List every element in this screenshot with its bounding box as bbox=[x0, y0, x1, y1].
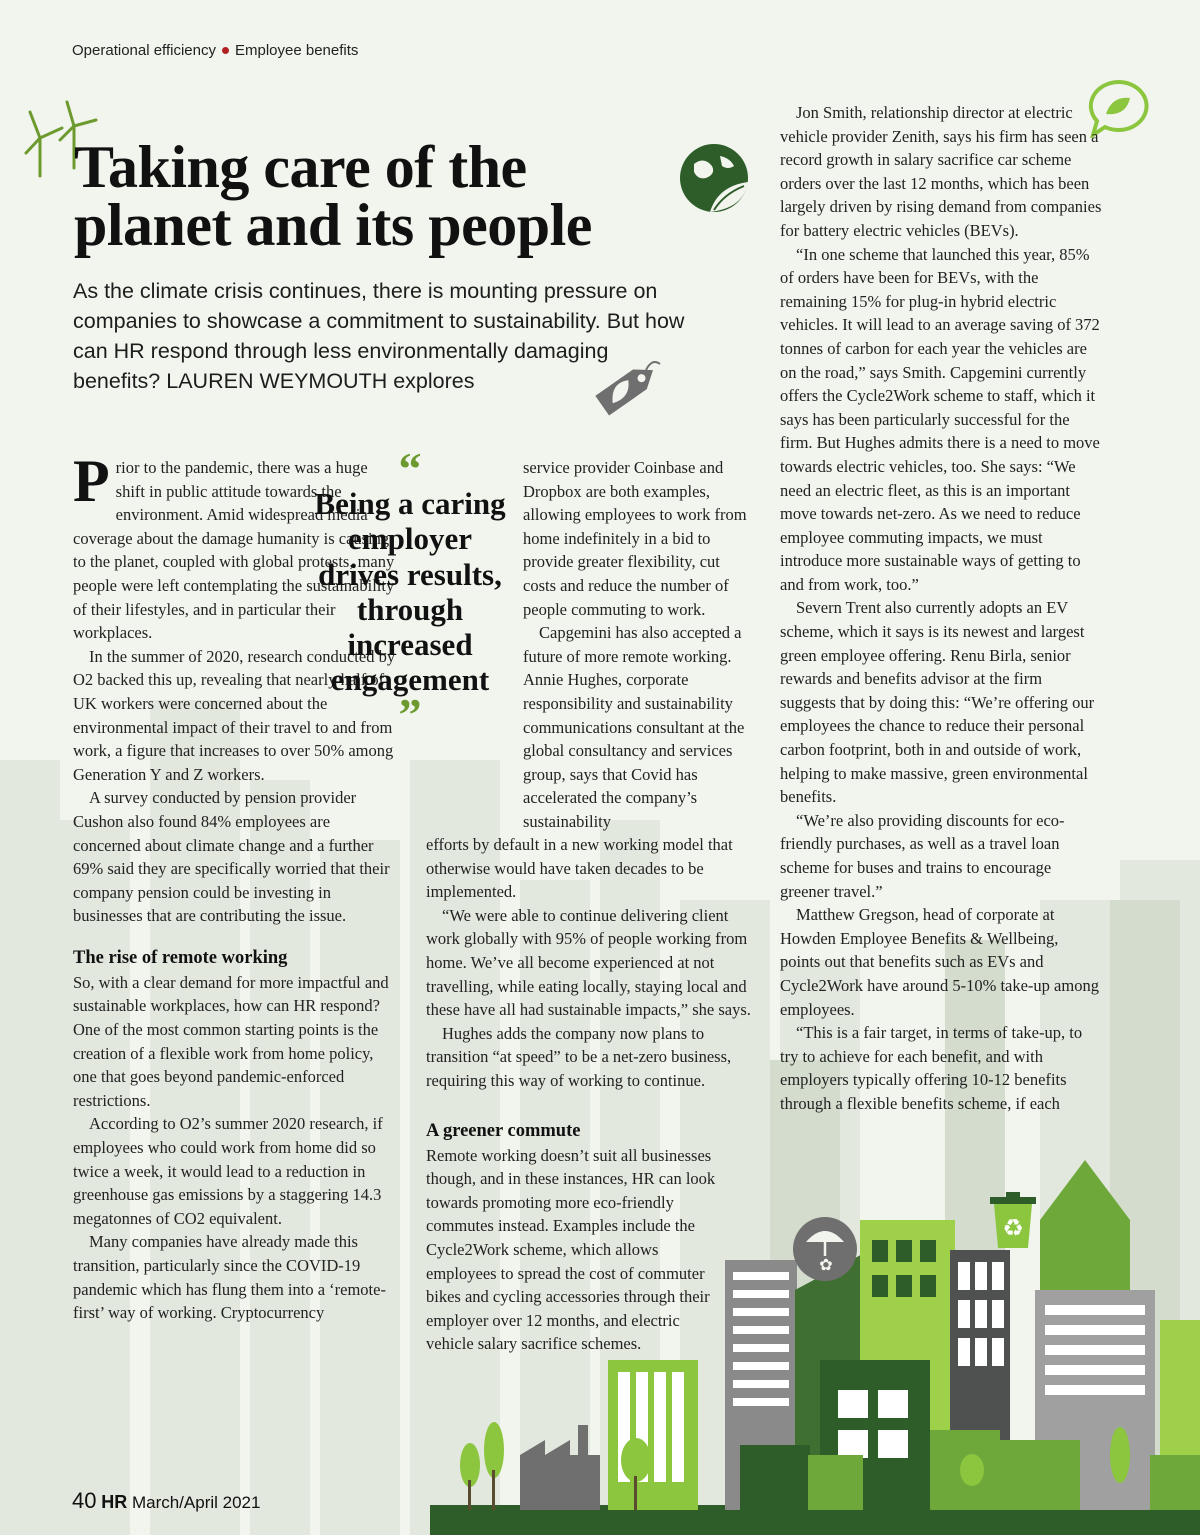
globe-leaf-icon bbox=[680, 142, 752, 218]
paragraph: “We were able to continue delivering client work globally with 95% of people working from home. We’ve all become experienced at not travelling, while eating locally, staying local and these have all had sustainable impacts,” she says. bbox=[426, 905, 751, 1020]
paragraph: “In one scheme that launched this year, 85% of orders have been for BEVs, with the remaining 15% for plug-in hybrid electric vehicles. It will lead to an average saving of 372 tonnes of carbon for each year the vehicles are on the road,” says Smith. Capgemini currently offers the Cycle2Work scheme to staff, which it says has been particularly successful for the firm. But Hughes admits there is a need to move towards electric vehicles, too. She says: “We need an electric fleet, as this is an important move towards net-zero. As we need to reduce employee commuting impacts, we must introduce more sustainable ways of getting to and from work, too.” bbox=[780, 244, 1100, 594]
page-footer bbox=[72, 1488, 260, 1514]
author-byline: LAUREN WEYMOUTH explores bbox=[166, 369, 475, 393]
paragraph: Prior to the pandemic, there was a huge shift in public attitude towards the environment. Amid widespread media coverage about the damage humanity is causing to the planet, coupled with global protests, many people were left contemplating the sustainability of their lifestyles, and in particular their workplaces. bbox=[73, 448, 395, 643]
paragraph: “We’re also providing discounts for eco-friendly purchases, as well as a travel loan scheme for buses and trains to encourage greener travel.” bbox=[780, 810, 1065, 901]
section-label: Operational efficiency bbox=[72, 42, 216, 59]
paragraph: service provider Coinbase and Dropbox are both examples, allowing employees to work from home indefinitely in a bid to provide greater flexibility, cut costs and reduce the number of people commuting to work. bbox=[523, 458, 747, 619]
umbrella-flower-icon bbox=[792, 1216, 858, 1282]
svg-text:✿: ✿ bbox=[819, 1255, 833, 1274]
section-header bbox=[72, 42, 358, 59]
article-title: Taking care of the planet and its people bbox=[74, 134, 592, 258]
paragraph: Jon Smith, relationship director at electric vehicle provider Zenith, says his firm has seen a record growth in salary sacrifice car scheme orders over the last 12 months, which has been largely driven by rising demand from companies for battery electric vehicles (BEVs). bbox=[780, 103, 1102, 240]
drop-cap: P bbox=[73, 448, 110, 514]
paragraph: In the summer of 2020, research conducted by O2 backed this up, revealing that nearly half of UK workers were concerned about the environmental impact of their travel to and from work, a figure that increases to over 50% among Generation Y and Z workers. bbox=[73, 646, 396, 784]
paragraph: efforts by default in a new working model that otherwise would have taken decades to be implemented. bbox=[426, 835, 733, 902]
paragraph: Hughes adds the company now plans to transition “at speed” to be a net-zero business, requiring this way of working to continue. bbox=[426, 1023, 732, 1090]
issue-date: March/April 2021 bbox=[131, 1493, 261, 1512]
paragraph: Many companies have already made this transition, particularly since the COVID-19 pandemic which has flung them into a ‘remote-first’ way of working. Cryptocurrency bbox=[73, 1232, 386, 1323]
column-3 bbox=[780, 101, 1102, 1116]
paragraph: Remote working doesn’t suit all businesses though, and in these instances, HR can look towards promoting more eco-friendly commutes instead. Examples include the Cycle2Work scheme, which allows employees to spread the cost of commuter bikes and cycling accessories through their employer over 12 months, and electric vehicle salary sacrifice schemes. bbox=[426, 1145, 716, 1354]
eco-tag-icon bbox=[582, 348, 666, 422]
column-2-lower bbox=[426, 833, 756, 1356]
paragraph: A survey conducted by pension provider Cushon also found 84% employees are concerned about climate change and a further 69% said they are specifically worried that their company pension could be investing in businesses that are contributing the issue. bbox=[73, 788, 390, 926]
pull-quote-text: Being a caring employer drives results, through increased engagement bbox=[314, 486, 506, 698]
subsection-label: Employee benefits bbox=[234, 42, 359, 59]
subheading-remote-working: The rise of remote working bbox=[73, 947, 288, 968]
open-quote-mark: “ bbox=[398, 443, 422, 494]
column-2-upper bbox=[523, 456, 753, 834]
paragraph: According to O2’s summer 2020 research, if employees who could work from home did so twice a week, it would lead to a reduction in greenhouse gas emissions by a staggering 14.3 megatonnes of CO2 equivalent. bbox=[73, 1114, 383, 1228]
svg-text:♻: ♻ bbox=[1002, 1214, 1024, 1242]
paragraph: So, with a clear demand for more impactful and sustainable workplaces, how can HR respond? One of the most common starting points is the creation of a flexible work from home policy, one that goes beyond pandemic-enforced restrictions. bbox=[73, 972, 389, 1110]
subheading-greener-commute: A greener commute bbox=[426, 1120, 581, 1141]
standfirst-text: As the climate crisis continues, there is mounting pressure on companies to showcase a commitment to sustainability. But how can HR respond through less environmentally damaging benefits? bbox=[73, 279, 685, 393]
page-number: 40 bbox=[72, 1488, 97, 1513]
paragraph: Matthew Gregson, head of corporate at Howden Employee Benefits & Wellbeing, points out that benefits such as EVs and Cycle2Work have around 5-10% take-up among employees. bbox=[780, 905, 1099, 1019]
bullet-dot bbox=[222, 47, 229, 54]
magazine-name: HR bbox=[101, 1492, 128, 1512]
paragraph: “This is a fair target, in terms of take-up, to try to achieve for each benefit, and with employers typically offering 10-12 benefits through a flexible benefits scheme, if each bbox=[780, 1023, 1083, 1113]
pull-quote bbox=[312, 443, 508, 740]
close-quote-mark: ” bbox=[398, 688, 422, 740]
recycle-bin-icon bbox=[986, 1192, 1040, 1250]
paragraph: Severn Trent also currently adopts an EV scheme, which it says is its newest and largest green employee offering. Renu Birla, senior rewards and benefits advisor at the firm suggests that by doing this: “We’re offering our employees the chance to reduce their personal carbon footprint, both in and outside of work, helping to make massive, green environmental benefits. bbox=[780, 598, 1095, 807]
paragraph: Capgemini has also accepted a future of more remote working. Annie Hughes, corporate responsibility and sustainability communications consultant at the global consultancy and services group, says that Covid has accelerated the company’s sustainability bbox=[523, 623, 745, 831]
